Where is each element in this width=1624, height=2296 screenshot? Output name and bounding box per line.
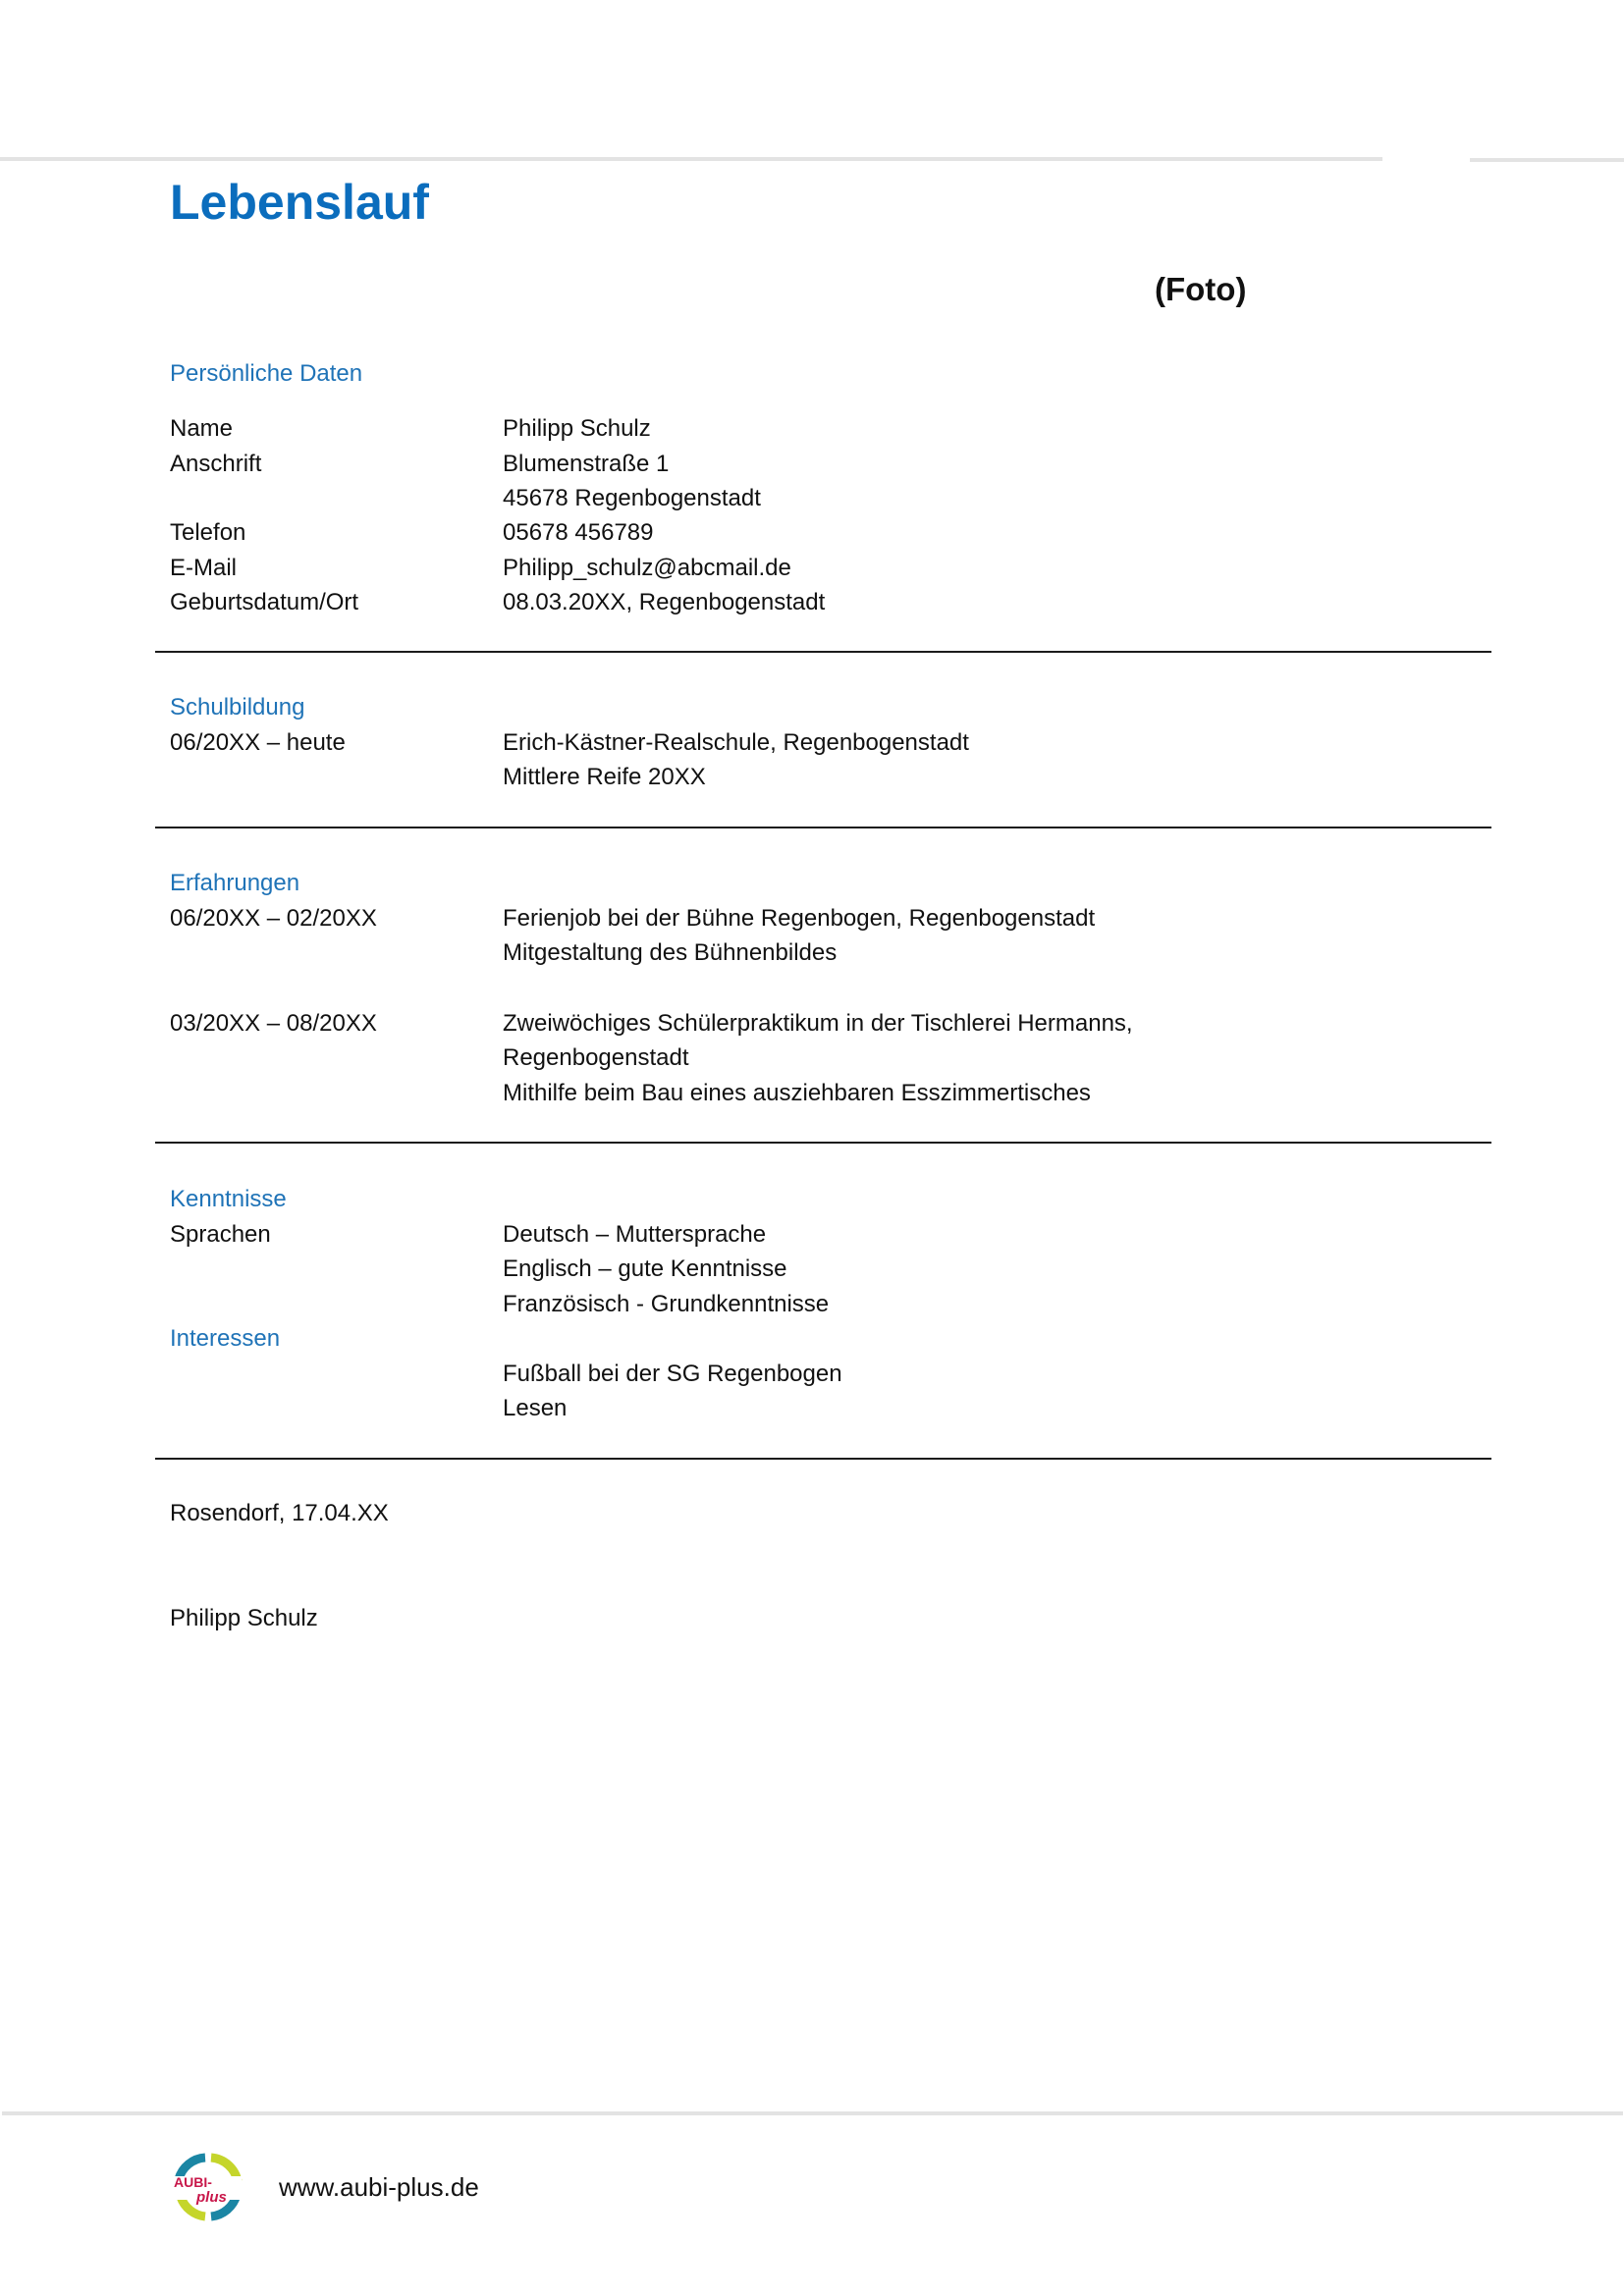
language-item: Französisch - Grundkenntnisse <box>503 1291 830 1317</box>
section-heading-interests: Interessen <box>170 1325 281 1352</box>
education-degree: Mittlere Reife 20XX <box>503 764 706 790</box>
education-school: Erich-Kästner-Realschule, Regenbogenstadt <box>503 729 969 756</box>
signature-name: Philipp Schulz <box>170 1605 318 1631</box>
footer-website-link[interactable]: www.aubi-plus.de <box>279 2172 479 2202</box>
header-rule-right <box>1470 158 1624 162</box>
name-value: Philipp Schulz <box>503 415 651 442</box>
document-title: Lebenslauf <box>170 175 429 230</box>
address-line-1: Blumenstraße 1 <box>503 451 670 477</box>
photo-placeholder: (Foto) <box>1155 271 1247 307</box>
birth-value: 08.03.20XX, Regenbogenstadt <box>503 589 826 615</box>
section-heading-personal: Persönliche Daten <box>170 360 363 387</box>
education-period: 06/20XX – heute <box>170 729 346 756</box>
email-label: E-Mail <box>170 555 238 581</box>
interest-item: Fußball bei der SG Regenbogen <box>503 1361 842 1387</box>
experience-line: Mithilfe beim Bau eines ausziehbaren Esszimmertisches <box>503 1080 1091 1106</box>
language-item: Englisch – gute Kenntnisse <box>503 1255 787 1282</box>
section-heading-education: Schulbildung <box>170 694 305 721</box>
experience-period: 06/20XX – 02/20XX <box>170 905 377 932</box>
footer-rule <box>2 2111 1623 2115</box>
section-divider <box>155 1458 1491 1460</box>
experience-line: Ferienjob bei der Bühne Regenbogen, Regenbogenstadt <box>503 905 1096 932</box>
phone-value: 05678 456789 <box>503 519 654 546</box>
address-line-2: 45678 Regenbogenstadt <box>503 485 761 511</box>
address-label: Anschrift <box>170 451 262 477</box>
experience-line: Regenbogenstadt <box>503 1044 689 1071</box>
birth-label: Geburtsdatum/Ort <box>170 589 359 615</box>
interest-item: Lesen <box>503 1395 568 1421</box>
place-date: Rosendorf, 17.04.XX <box>170 1500 389 1526</box>
section-heading-experience: Erfahrungen <box>170 870 300 896</box>
experience-line: Zweiwöchiges Schülerpraktikum in der Tischlerei Hermanns, <box>503 1010 1133 1037</box>
name-label: Name <box>170 415 234 442</box>
header-rule-left <box>0 157 1382 161</box>
section-divider <box>155 827 1491 828</box>
language-item: Deutsch – Muttersprache <box>503 1221 767 1248</box>
svg-text:AUBI-: AUBI- <box>174 2174 212 2190</box>
section-divider <box>155 1142 1491 1144</box>
aubi-plus-logo-icon <box>171 2150 245 2224</box>
experience-line: Mitgestaltung des Bühnenbildes <box>503 939 838 966</box>
section-divider <box>155 651 1491 653</box>
languages-label: Sprachen <box>170 1221 271 1248</box>
svg-text:plus: plus <box>196 2189 227 2206</box>
section-heading-skills: Kenntnisse <box>170 1186 287 1212</box>
aubi-plus-logo <box>171 2150 245 2224</box>
phone-label: Telefon <box>170 519 246 546</box>
experience-period: 03/20XX – 08/20XX <box>170 1010 377 1037</box>
email-value: Philipp_schulz@abcmail.de <box>503 555 791 581</box>
